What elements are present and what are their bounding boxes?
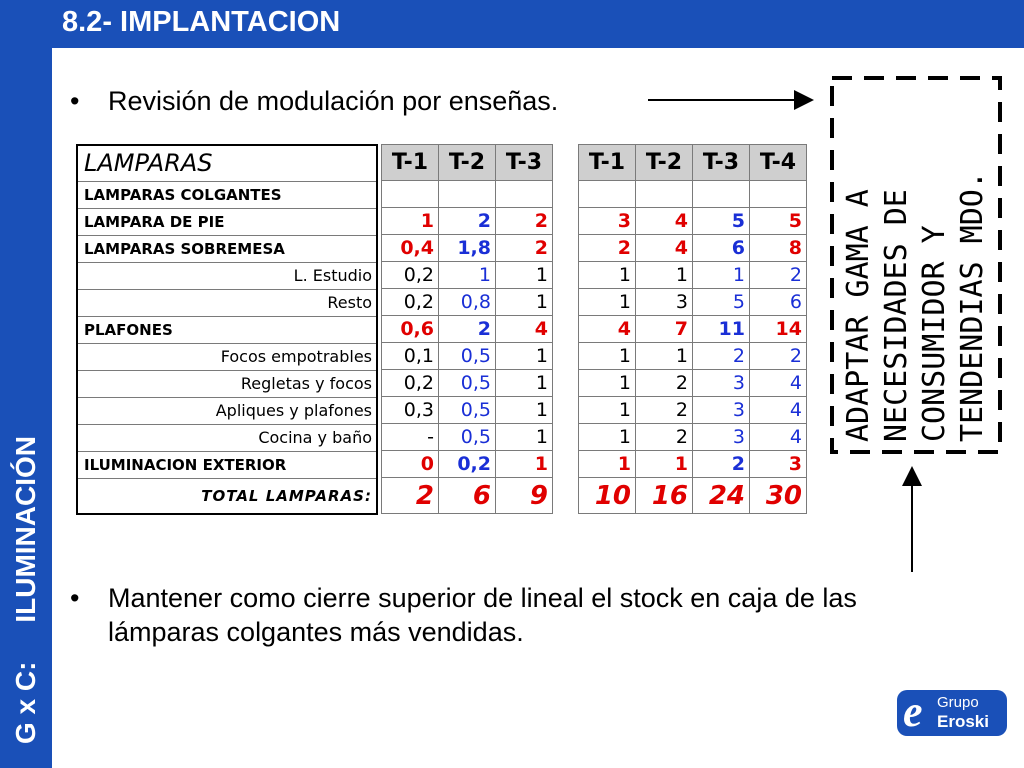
value-cell: 0,2 <box>382 289 439 316</box>
value-cell: 11 <box>693 316 750 343</box>
value-cell: - <box>382 424 439 451</box>
callout-text: ADAPTAR GAMA A NECESIDADES DE CONSUMIDOR Y TENDENDIAS MDO. <box>841 171 990 442</box>
value-cell: 3 <box>693 397 750 424</box>
table-row <box>382 424 553 451</box>
row-label: Focos empotrables <box>77 343 377 370</box>
row-label: Cocina y baño <box>77 424 377 451</box>
table-title: LAMPARAS <box>77 145 377 181</box>
value-cell: 4 <box>579 316 636 343</box>
value-cell: 1 <box>636 343 693 370</box>
table-row <box>77 424 377 451</box>
table-row <box>382 343 553 370</box>
row-label: LAMPARAS COLGANTES <box>77 181 377 208</box>
table-row <box>77 208 377 235</box>
value-cell <box>439 181 496 208</box>
value-cell: 0,6 <box>382 316 439 343</box>
value-cell: 0,5 <box>439 370 496 397</box>
value-cell: 0,8 <box>439 289 496 316</box>
value-cell: 0,5 <box>439 343 496 370</box>
bullet-text-1: Revisión de modulación por enseñas. <box>108 86 559 116</box>
column-header: T-3 <box>693 145 750 181</box>
value-cell: 2 <box>439 208 496 235</box>
table-row <box>579 262 807 289</box>
value-cell: 0,2 <box>382 370 439 397</box>
row-label: ILUMINACION EXTERIOR <box>77 451 377 478</box>
value-cell: 0,5 <box>439 397 496 424</box>
value-cell: 3 <box>636 289 693 316</box>
table-row <box>77 235 377 262</box>
row-label: Regletas y focos <box>77 370 377 397</box>
value-cell: 2 <box>750 343 807 370</box>
value-cell: 2 <box>496 208 553 235</box>
table-row <box>382 397 553 424</box>
value-cell <box>693 181 750 208</box>
table-row <box>382 451 553 478</box>
column-header: T-3 <box>496 145 553 181</box>
value-cell: 0,2 <box>382 262 439 289</box>
table-row <box>77 289 377 316</box>
value-cell: 4 <box>750 370 807 397</box>
row-label: L. Estudio <box>77 262 377 289</box>
value-cell <box>382 181 439 208</box>
table-row <box>579 208 807 235</box>
table-row <box>579 289 807 316</box>
table-row <box>382 181 553 208</box>
value-cell: 7 <box>636 316 693 343</box>
table-row <box>579 235 807 262</box>
value-cell: 1 <box>579 343 636 370</box>
table-row <box>382 316 553 343</box>
table-row <box>77 343 377 370</box>
table-row <box>382 235 553 262</box>
bullet-dot: • <box>70 86 80 116</box>
value-cell: 4 <box>750 424 807 451</box>
value-cell: 4 <box>636 208 693 235</box>
total-value: 6 <box>439 478 496 514</box>
table-header-row <box>579 145 807 181</box>
total-row <box>579 478 807 514</box>
value-cell: 4 <box>496 316 553 343</box>
logo-line-1: Grupo <box>937 694 979 711</box>
value-cell: 1 <box>496 343 553 370</box>
right-values-table <box>578 144 807 514</box>
table-header-row <box>77 145 377 181</box>
value-cell: 5 <box>693 289 750 316</box>
value-cell: 6 <box>750 289 807 316</box>
table-row <box>382 370 553 397</box>
total-row <box>382 478 553 514</box>
total-value: 30 <box>750 478 807 514</box>
row-label: PLAFONES <box>77 316 377 343</box>
value-cell: 2 <box>750 262 807 289</box>
table-row <box>579 397 807 424</box>
value-cell: 1 <box>579 370 636 397</box>
value-cell: 2 <box>693 343 750 370</box>
logo-line-2: Eroski <box>937 712 989 731</box>
value-cell: 2 <box>693 451 750 478</box>
value-cell: 0,4 <box>382 235 439 262</box>
value-cell: 1 <box>382 208 439 235</box>
value-cell <box>750 181 807 208</box>
table-row <box>382 208 553 235</box>
total-value: 9 <box>496 478 553 514</box>
value-cell: 1 <box>496 397 553 424</box>
table-row <box>382 262 553 289</box>
column-header: T-1 <box>382 145 439 181</box>
column-header: T-2 <box>439 145 496 181</box>
value-cell: 4 <box>750 397 807 424</box>
value-cell: 1 <box>496 370 553 397</box>
page-title: 8.2- IMPLANTACION <box>62 6 341 38</box>
column-header: T-4 <box>750 145 807 181</box>
table-row <box>579 451 807 478</box>
value-cell: 1 <box>496 289 553 316</box>
bullet-dot: • <box>70 583 80 613</box>
value-cell: 6 <box>693 235 750 262</box>
lamparas-table <box>76 144 816 554</box>
table-row <box>77 316 377 343</box>
table-row <box>579 316 807 343</box>
sidebar <box>0 0 52 768</box>
value-cell: 0 <box>382 451 439 478</box>
value-cell: 2 <box>496 235 553 262</box>
value-cell: 3 <box>693 370 750 397</box>
value-cell: 2 <box>636 424 693 451</box>
value-cell <box>579 181 636 208</box>
value-cell: 0,2 <box>439 451 496 478</box>
column-header: T-2 <box>636 145 693 181</box>
row-label: Resto <box>77 289 377 316</box>
value-cell: 1 <box>636 262 693 289</box>
row-label: LAMPARAS SOBREMESA <box>77 235 377 262</box>
column-header: T-1 <box>579 145 636 181</box>
value-cell: 1 <box>579 451 636 478</box>
value-cell: 4 <box>636 235 693 262</box>
table-header-row <box>382 145 553 181</box>
callout-box <box>830 76 1002 454</box>
total-label: TOTAL LAMPARAS: <box>77 478 377 514</box>
value-cell: 8 <box>750 235 807 262</box>
value-cell: 2 <box>636 370 693 397</box>
value-cell: 1 <box>636 451 693 478</box>
value-cell: 2 <box>439 316 496 343</box>
total-value: 16 <box>636 478 693 514</box>
value-cell: 1 <box>579 262 636 289</box>
total-value: 10 <box>579 478 636 514</box>
table-row <box>579 370 807 397</box>
total-row <box>77 478 377 514</box>
table-row <box>77 397 377 424</box>
value-cell: 1 <box>496 262 553 289</box>
table-row <box>579 343 807 370</box>
value-cell: 1 <box>579 397 636 424</box>
value-cell: 1 <box>579 424 636 451</box>
value-cell: 5 <box>750 208 807 235</box>
value-cell: 1 <box>693 262 750 289</box>
sidebar-label: G x C: ILUMINACIÓN <box>10 436 41 744</box>
table-row <box>579 424 807 451</box>
value-cell: 14 <box>750 316 807 343</box>
total-value: 2 <box>382 478 439 514</box>
table-row <box>77 262 377 289</box>
table-row <box>579 181 807 208</box>
value-cell: 0,3 <box>382 397 439 424</box>
table-row <box>77 370 377 397</box>
value-cell: 2 <box>579 235 636 262</box>
row-label: Apliques y plafones <box>77 397 377 424</box>
row-labels-table <box>76 144 378 515</box>
value-cell: 1 <box>496 451 553 478</box>
logo-mark: e <box>903 687 923 736</box>
table-row <box>77 451 377 478</box>
bullet-text-2: Mantener como cierre superior de lineal el stock en caja de las lámparas colgantes más vendidas. <box>108 583 857 647</box>
value-cell: 1 <box>496 424 553 451</box>
value-cell: 1 <box>579 289 636 316</box>
value-cell: 3 <box>750 451 807 478</box>
bullet-item-2 <box>70 581 950 649</box>
row-label: LAMPARA DE PIE <box>77 208 377 235</box>
value-cell: 3 <box>693 424 750 451</box>
table-row <box>77 181 377 208</box>
value-cell <box>496 181 553 208</box>
value-cell: 0,5 <box>439 424 496 451</box>
total-value: 24 <box>693 478 750 514</box>
value-cell <box>636 181 693 208</box>
value-cell: 0,1 <box>382 343 439 370</box>
value-cell: 1,8 <box>439 235 496 262</box>
table-row <box>382 289 553 316</box>
bullet-item-1 <box>70 84 558 118</box>
left-values-table <box>381 144 553 514</box>
value-cell: 5 <box>693 208 750 235</box>
grupo-eroski-logo <box>897 687 1007 736</box>
value-cell: 3 <box>579 208 636 235</box>
value-cell: 1 <box>439 262 496 289</box>
value-cell: 2 <box>636 397 693 424</box>
